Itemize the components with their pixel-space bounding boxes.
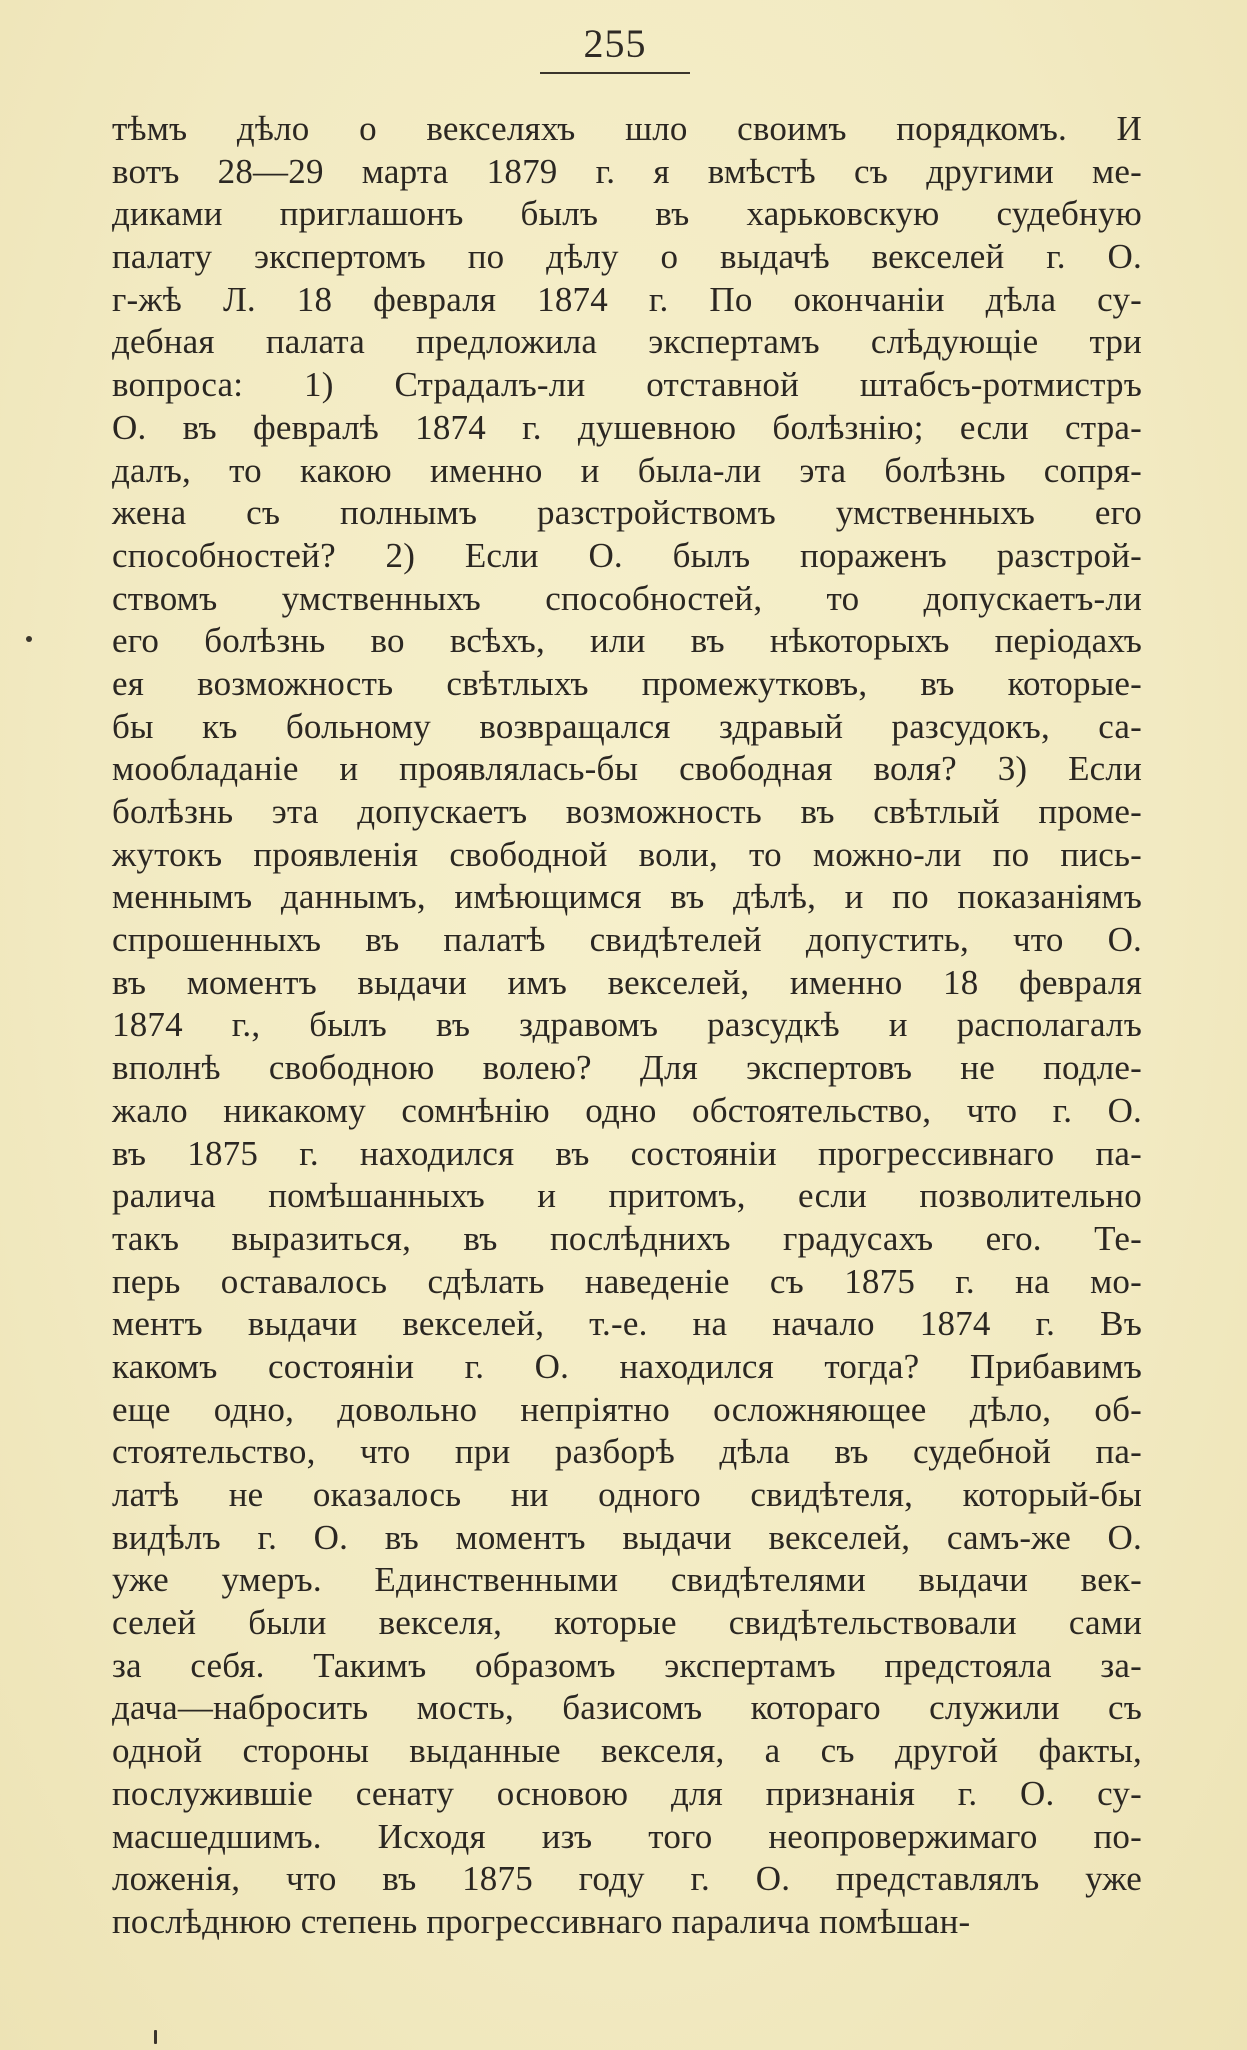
text-line: еще одно, довольно непріятно осложняющее дѣло, об-	[112, 1389, 1142, 1429]
text-line: ментъ выдачи векселей, т.-е. на начало 1874 г. Въ	[112, 1304, 1142, 1344]
text-line: послѣднюю степень прогрессивнаго паралича помѣшан-	[112, 1901, 971, 1941]
text-line: въ 1875 г. находился въ состояніи прогрессивнаго па-	[112, 1133, 1142, 1173]
text-line: спрошенныхъ въ палатѣ свидѣтелей допустить, что О.	[112, 920, 1142, 960]
text-line: одной стороны выданные векселя, а съ другой факты,	[112, 1731, 1142, 1771]
body-text	[112, 108, 1142, 1944]
text-line: ложенія, что въ 1875 году г. О. представлялъ уже	[112, 1859, 1142, 1899]
text-line: ствомъ умственныхъ способностей, то допускаетъ-ли	[112, 578, 1142, 618]
text-line: бы къ больному возвращался здравый разсудокъ, са-	[112, 706, 1142, 746]
text-line: стоятельство, что при разборѣ дѣла въ судебной па-	[112, 1432, 1142, 1472]
text-line: ея возможность свѣтлыхъ промежутковъ, въ которые-	[112, 663, 1142, 703]
text-line: вотъ 28—29 марта 1879 г. я вмѣстѣ съ другими ме-	[112, 151, 1142, 191]
text-line: за себя. Такимъ образомъ экспертамъ предстояла за-	[112, 1645, 1142, 1685]
text-line: г-жѣ Л. 18 февраля 1874 г. По окончаніи дѣла су-	[112, 279, 1142, 319]
text-line: способностей? 2) Если О. былъ пораженъ разстрой-	[112, 535, 1142, 575]
page-header	[540, 20, 690, 74]
text-line: видѣлъ г. О. въ моментъ выдачи векселей, самъ-же О.	[112, 1517, 1142, 1557]
page-number: 255	[583, 21, 647, 66]
text-line: далъ, то какою именно и была-ли эта болѣзнь сопря-	[112, 450, 1142, 490]
text-line: селей были векселя, которые свидѣтельствовали сами	[112, 1603, 1142, 1643]
print-speck	[154, 2030, 157, 2044]
text-line: масшедшимъ. Исходя изъ того неопровержимаго по-	[112, 1816, 1142, 1856]
text-line: послужившіе сенату основою для признанія г. О. су-	[112, 1773, 1142, 1813]
text-line: жало никакому сомнѣнію одно обстоятельство, что г. О.	[112, 1090, 1142, 1130]
text-line: тѣмъ дѣло о векселяхъ шло своимъ порядкомъ. И	[112, 109, 1142, 148]
text-line: его болѣзнь во всѣхъ, или въ нѣкоторыхъ періодахъ	[112, 621, 1142, 661]
text-line: О. въ февралѣ 1874 г. душевною болѣзнію; если стра-	[112, 407, 1142, 447]
text-line: ралича помѣшанныхъ и притомъ, если позволительно	[112, 1176, 1142, 1216]
print-speck	[26, 636, 32, 642]
text-line: болѣзнь эта допускаетъ возможность въ свѣтлый проме-	[112, 792, 1142, 831]
text-line: жутокъ проявленія свободной воли, то можно-ли по пись-	[112, 834, 1142, 874]
text-line: палату экспертомъ по дѣлу о выдачѣ векселей г. О.	[112, 237, 1142, 277]
header-rule	[540, 72, 690, 74]
text-line: вопроса: 1) Страдалъ-ли отставной штабсъ-ротмистръ	[112, 365, 1142, 405]
text-line: жена съ полнымъ разстройствомъ умственныхъ его	[112, 493, 1142, 533]
text-line: латѣ не оказалось ни одного свидѣтеля, который-бы	[112, 1475, 1142, 1514]
text-line: меннымъ даннымъ, имѣющимся въ дѣлѣ, и по показаніямъ	[112, 877, 1142, 917]
text-line: дача—набросить мость, базисомъ котораго служили съ	[112, 1688, 1142, 1728]
text-line: 1874 г., былъ въ здравомъ разсудкѣ и располагалъ	[112, 1005, 1142, 1045]
text-line: въ моментъ выдачи имъ векселей, именно 18 февраля	[112, 962, 1142, 1002]
text-line: дебная палата предложила экспертамъ слѣдующіе три	[112, 322, 1142, 362]
text-line: какомъ состояніи г. О. находился тогда? Прибавимъ	[112, 1346, 1142, 1386]
text-line: уже умеръ. Единственными свидѣтелями выдачи век-	[112, 1560, 1142, 1600]
text-line: вполнѣ свободною волею? Для экспертовъ не подле-	[112, 1048, 1142, 1088]
text-line: мообладаніе и проявлялась-бы свободная воля? 3) Если	[112, 749, 1142, 789]
text-line: перь оставалось сдѣлать наведеніе съ 1875 г. на мо-	[112, 1261, 1142, 1301]
text-line: такъ выразиться, въ послѣднихъ градусахъ его. Те-	[112, 1218, 1142, 1258]
text-line: диками приглашонъ былъ въ харьковскую судебную	[112, 194, 1142, 234]
